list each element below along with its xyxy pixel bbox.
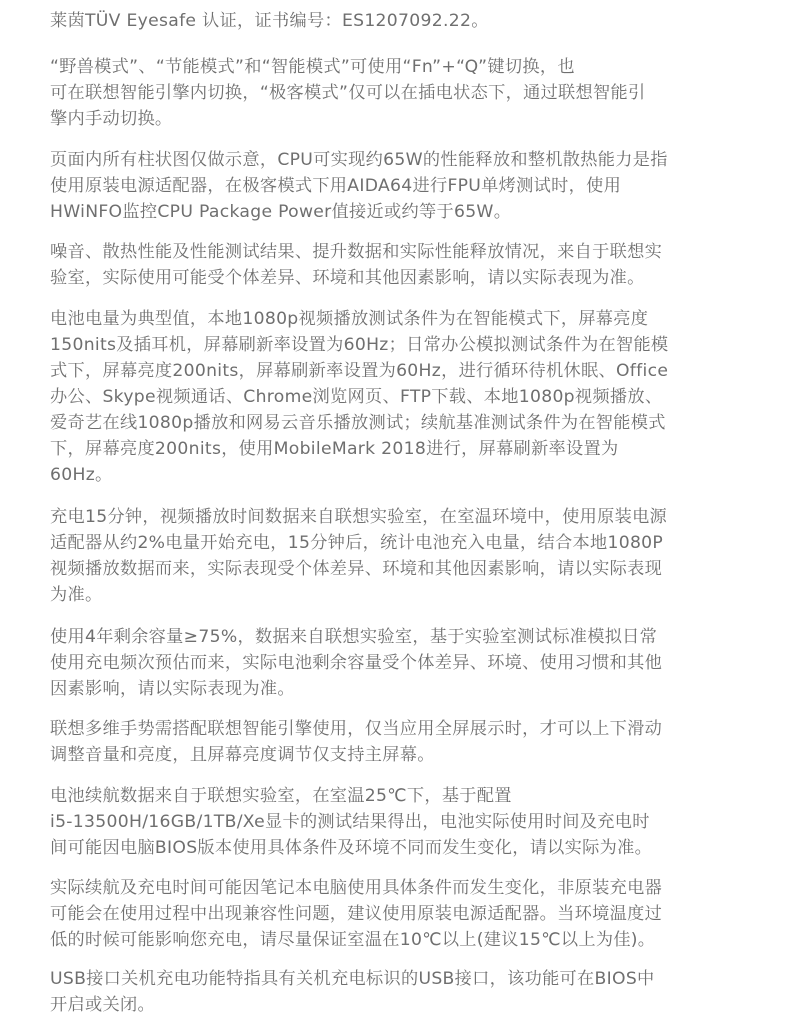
note-fast-charging: 充电15分钟，视频播放时间数据来自联想实验室，在室温环境中，使用原装电源 适配器从约2%电量开始充电，15分钟后，统计电池充入电量，结合本地1080P 视频播放数据而来，实际表现受个体差异、环境和其他因素影响，请以实际表现 为准。 [50,507,668,605]
note-battery-test-conditions: 电池电量为典型值，本地1080p视频播放测试条件为在智能模式下，屏幕亮度 150nits及插耳机，屏幕刷新率设置为60Hz；日常办公模拟测试条件为在智能模 式下，屏幕亮度200nits，屏幕刷新率设置为60Hz，进行循环待机休眠、Office 办公、Skype视频通话、Chrome浏览网页、FTP下载、本地1080p视频播放、 爱奇艺在线1080p播放和网易云音乐播放测试；续航基准测试条件为在智能模式 下，屏幕亮度200nits，使用MobileMark 2018进行，屏幕刷新率设置为 60Hz。 [50,309,669,485]
note-charging-compatibility: 实际续航及充电时间可能因笔记本电脑使用具体条件而发生变化，非原装充电器 可能会在使用过程中出现兼容性问题，建议使用原装电源适配器。当环境温度过 低的时候可能影响您充电，请尽量保证室温在10℃以上(建议15℃以上为佳)。 [50,878,663,950]
note-battery-capacity: 使用4年剩余容量≥75%，数据来自联想实验室，基于实验室测试标准模拟日常 使用充电频次预估而来，实际电池剩余容量受个体差异、环境、使用习惯和其他 因素影响，请以实际表现为准。 [50,627,663,699]
note-test-results: 噪音、散热性能及性能测试结果、提升数据和实际性能释放情况，来自于联想实 验室，实际使用可能受个体差异、环境和其他因素影响，请以实际表现为准。 [50,242,663,288]
note-eyesafe-certification: 莱茵TÜV Eyesafe 认证，证书编号：ES1207092.22。 [50,11,489,31]
note-gestures: 联想多维手势需搭配联想智能引擎使用，仅当应用全屏展示时，才可以上下滑动 调整音量和亮度，且屏幕亮度调节仅支持主屏幕。 [50,719,663,765]
note-battery-life-data: 电池续航数据来自于联想实验室，在室温25℃下，基于配置 i5-13500H/16GB/1TB/Xe显卡的测试结果得出，电池实际使用时间及充电时 间可能因电脑BIOS版本使用具体条件及环境不同而发生变化，请以实际为准。 [50,786,653,858]
note-performance-modes: “野兽模式”、“节能模式”和“智能模式”可使用“Fn”+“Q”键切换，也 可在联想智能引擎内切换，“极客模式”仅可以在插电状态下，通过联想智能引 擎内手动切换。 [50,57,646,129]
note-usb-power-off-charging: USB接口关机充电功能特指具有关机充电标识的USB接口，该功能可在BIOS中 开启或关闭。 [50,969,655,1015]
note-cpu-power: 页面内所有柱状图仅做示意，CPU可实现约65W的性能释放和整机散热能力是指 使用原装电源适配器，在极客模式下用AIDA64进行FPU单烤测试时，使用 HWiNFO监控CPU Package Power值接近或约等于65W。 [50,150,668,222]
